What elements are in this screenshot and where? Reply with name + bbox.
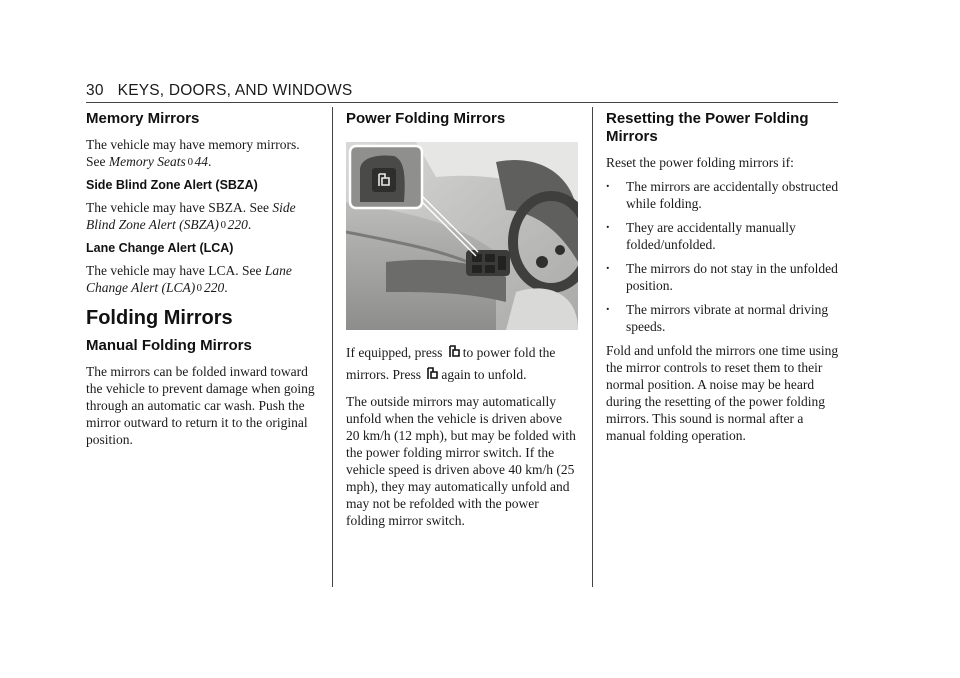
mirror-fold-icon xyxy=(376,172,392,188)
resetting-text: Fold and unfold the mirrors one time using the mirror controls to reset them to their normal position. A noise may be heard during the resetting of the power folding mirrors. This sound is normal after a manual folding operation. xyxy=(606,343,839,443)
list-item: . The mirrors are accidentally obstructed while folding. xyxy=(606,176,839,211)
column-3 xyxy=(606,110,840,451)
manual-folding-text: The mirrors can be folded inward toward the vehicle to prevent damage when going through an automatic car wash. Push the mirror outward to return it to the original position. xyxy=(86,364,315,447)
mirror-fold-icon xyxy=(426,367,439,381)
power-folding-text-1: If equipped, press to power fold the mirrors. Press again to unfold. xyxy=(346,345,556,382)
sbza-link[interactable]: Side Blind Zone Alert (SBZA) xyxy=(86,200,296,232)
xref-arrow-icon: 0 xyxy=(196,281,203,294)
xref-arrow-icon: 0 xyxy=(187,155,193,168)
memory-seats-link[interactable]: Memory Seats xyxy=(108,154,186,169)
sbza-text: The vehicle may have SBZA. See Side Blind Zone Alert (SBZA) 0 220. xyxy=(86,200,296,232)
page-ref[interactable]: 220 xyxy=(204,280,225,295)
column-divider xyxy=(592,107,593,587)
sbza-heading: Side Blind Zone Alert (SBZA) xyxy=(86,178,258,192)
lca-text: The vehicle may have LCA. See Lane Change Alert (LCA) 0 220. xyxy=(86,263,292,295)
memory-mirrors-text: The vehicle may have memory mirrors. See Memory Seats 0 44. xyxy=(86,137,300,169)
lca-heading: Lane Change Alert (LCA) xyxy=(86,241,234,255)
section-title: KEYS, DOORS, AND WINDOWS xyxy=(117,82,353,99)
page-number: 30 xyxy=(86,82,104,99)
column-1 xyxy=(86,110,318,455)
resetting-intro: Reset the power folding mirrors if: xyxy=(606,155,794,170)
power-folding-text-2: The outside mirrors may automatically unfold when the vehicle is driven above 20 km/h (12 mph), but may be folded with the power folding mirror switch. If the vehicle speed is driven above 40 km/h (25 mph), they may automatically unfold and may not be refolded with the power folding mirror switch. xyxy=(346,394,576,528)
list-item: . The mirrors do not stay in the unfolded position. xyxy=(606,258,838,293)
resetting-heading: Resetting the Power Folding Mirrors xyxy=(606,110,809,145)
list-item: . The mirrors vibrate at normal driving speeds. xyxy=(606,299,829,334)
page-ref[interactable]: 220 xyxy=(227,217,248,232)
door-switch-figure xyxy=(346,142,578,330)
mirror-fold-icon xyxy=(448,345,461,359)
column-divider xyxy=(332,107,333,587)
page-ref[interactable]: 44 xyxy=(194,154,208,169)
folding-mirrors-heading: Folding Mirrors xyxy=(86,307,233,329)
manual-folding-heading: Manual Folding Mirrors xyxy=(86,337,252,354)
memory-mirrors-heading: Memory Mirrors xyxy=(86,110,200,127)
xref-arrow-icon: 0 xyxy=(220,218,226,231)
page-header xyxy=(86,82,352,100)
power-folding-heading: Power Folding Mirrors xyxy=(346,110,506,127)
header-rule xyxy=(86,102,838,103)
door-panel-illustration xyxy=(346,142,578,330)
lca-link[interactable]: Lane Change Alert (LCA) xyxy=(86,263,292,295)
reset-conditions-list xyxy=(606,178,840,335)
column-2 xyxy=(346,110,578,536)
list-item: . They are accidentally manually folded/unfolded. xyxy=(606,217,796,252)
